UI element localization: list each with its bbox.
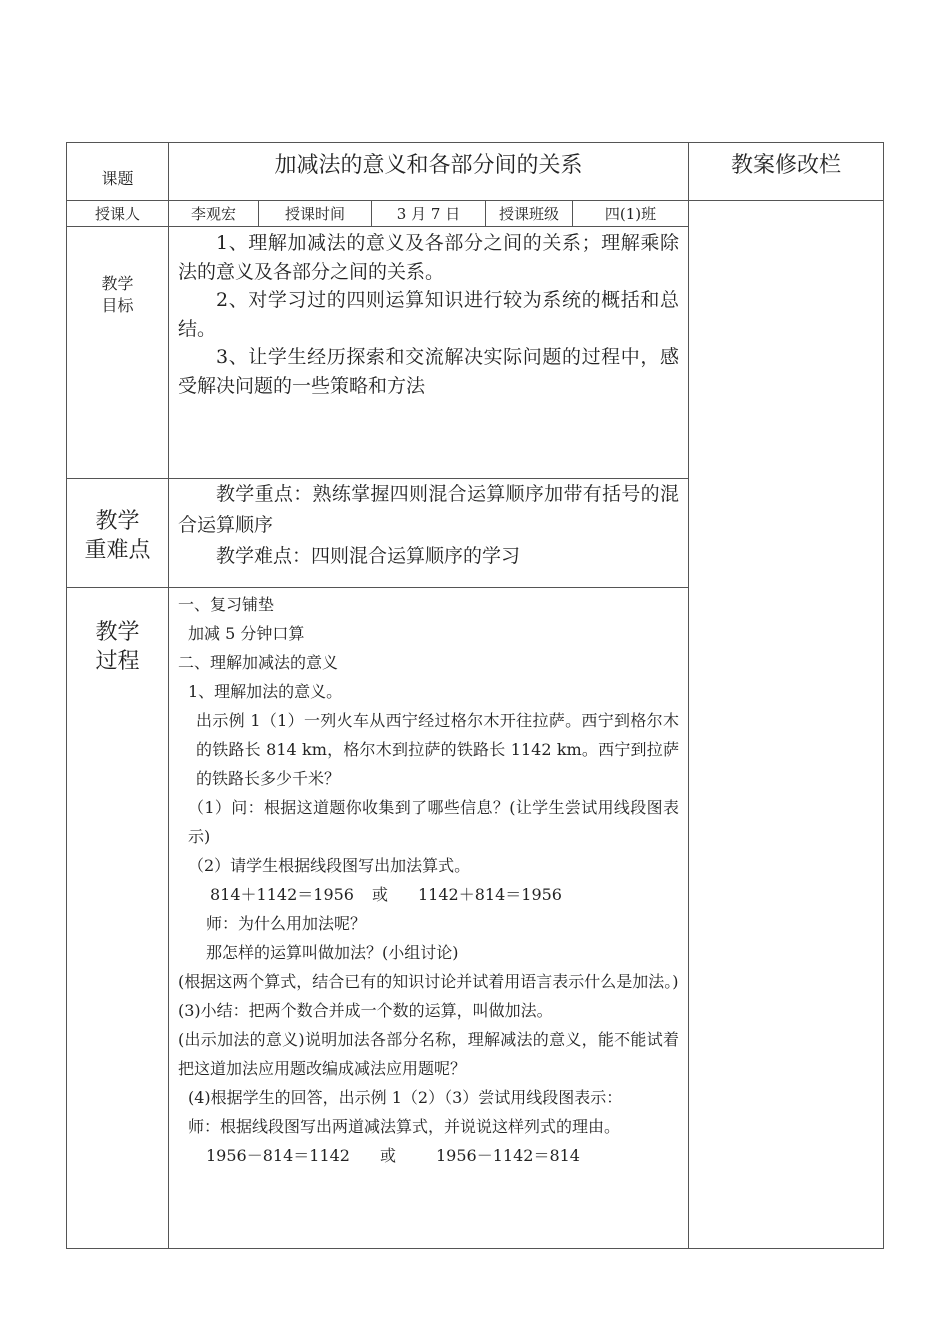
revision-column-header <box>689 143 883 200</box>
process-line-example-1: 出示例 1（1）一列火车从西宁经过格尔木开往拉萨。西宁到格尔木的铁路长 814 km，格尔木到拉萨的铁路长 1142 km。西宁到拉萨的铁路长多少千米？ <box>196 711 679 788</box>
subject-label-text: 课题 <box>101 169 134 188</box>
process-content <box>169 588 688 1248</box>
process-line-discussion: 那怎样的运算叫做加法？(小组讨论) <box>206 943 459 962</box>
key-points-label-line2: 重难点 <box>84 538 151 563</box>
key-points-label <box>67 479 168 587</box>
goals-label <box>67 227 168 478</box>
class-value <box>573 201 688 226</box>
process-label-line2: 过程 <box>95 649 140 674</box>
key-points-label-line1: 教学 <box>95 509 140 534</box>
process-line-mental-math: 加减 5 分钟口算 <box>188 624 305 643</box>
process-line-example-2-3: (4)根据学生的回答，出示例 1（2）（3）尝试用线段图表示： <box>188 1088 623 1107</box>
teacher-value-text: 李观宏 <box>190 205 236 223</box>
process-line-meaning: 二、理解加减法的意义 <box>178 653 339 672</box>
process-line-addition-meaning: 1、理解加法的意义。 <box>188 682 343 701</box>
process-label-line1: 教学 <box>95 620 140 645</box>
class-label <box>486 201 572 226</box>
process-line-teacher-reason: 师：根据线段图写出两道减法算式，并说说这样列式的理由。 <box>188 1117 621 1136</box>
goals-content <box>169 227 688 478</box>
revision-column-text: 教案修改栏 <box>730 153 841 178</box>
equation-add-1: 814＋1142＝1956 <box>210 885 354 904</box>
table-border-right <box>883 142 884 1249</box>
process-line-review: 一、复习铺垫 <box>178 595 275 614</box>
process-line-subtraction-meaning: (出示加法的意义)说明加法各部分名称，理解减法的意义，能不能试着把这道加法应用题改编成减法应用题呢？ <box>178 1030 679 1078</box>
table-border-bottom <box>66 1248 884 1249</box>
subject-title-text: 加减法的意义和各部分间的关系 <box>274 153 583 178</box>
time-label <box>259 201 371 226</box>
time-value <box>372 201 485 226</box>
goals-label-line2: 目标 <box>101 296 134 315</box>
class-label-text: 授课班级 <box>498 205 559 223</box>
teaching-focus: 教学重点：熟练掌握四则混合运算顺序加带有括号的混合运算顺序 <box>178 483 679 536</box>
process-line-teacher-why: 师：为什么用加法呢？ <box>206 914 367 933</box>
process-line-question-1: （1）问：根据这道题你收集到了哪些信息？(让学生尝试用线段图表示) <box>188 798 679 846</box>
process-label <box>67 588 168 1248</box>
process-line-discussion-note: (根据这两个算式，结合已有的知识讨论并试着用语言表示什么是加法。) <box>178 972 679 991</box>
subject-label <box>67 143 168 200</box>
process-equations-sub <box>178 1141 679 1170</box>
goal-item-1: 1、理解加减法的意义及各部分之间的关系；理解乘除法的意义及各部分之间的关系。 <box>178 232 679 283</box>
equation-sub-2: 1956－1142＝814 <box>436 1146 580 1165</box>
process-line-question-2: （2）请学生根据线段图写出加法算式。 <box>188 856 471 875</box>
table-border-content-right <box>688 142 689 1249</box>
class-value-text: 四(1)班 <box>604 205 657 223</box>
time-value-text: 3 月 7 日 <box>396 205 461 223</box>
process-equations-add <box>178 880 679 909</box>
process-line-summary: (3)小结：把两个数合并成一个数的运算，叫做加法。 <box>178 1001 553 1020</box>
teacher-value <box>169 201 258 226</box>
equation-add-2: 1142＋814＝1956 <box>418 885 562 904</box>
goals-label-line1: 教学 <box>101 274 134 293</box>
teaching-difficulty: 教学难点：四则混合运算顺序的学习 <box>216 545 521 567</box>
goal-item-3: 3、让学生经历探索和交流解决实际问题的过程中，感受解决问题的一些策略和方法 <box>178 346 679 397</box>
equation-sub-1: 1956－814＝1142 <box>206 1146 350 1165</box>
teacher-label-text: 授课人 <box>94 205 140 223</box>
time-label-text: 授课时间 <box>284 205 345 223</box>
equation-or-1: 或 <box>371 885 388 904</box>
goal-item-2: 2、对学习过的四则运算知识进行较为系统的概括和总结。 <box>178 289 679 340</box>
equation-or-2: 或 <box>379 1146 396 1165</box>
subject-title <box>169 143 688 200</box>
teacher-label <box>67 201 168 226</box>
key-points-content <box>169 479 688 587</box>
